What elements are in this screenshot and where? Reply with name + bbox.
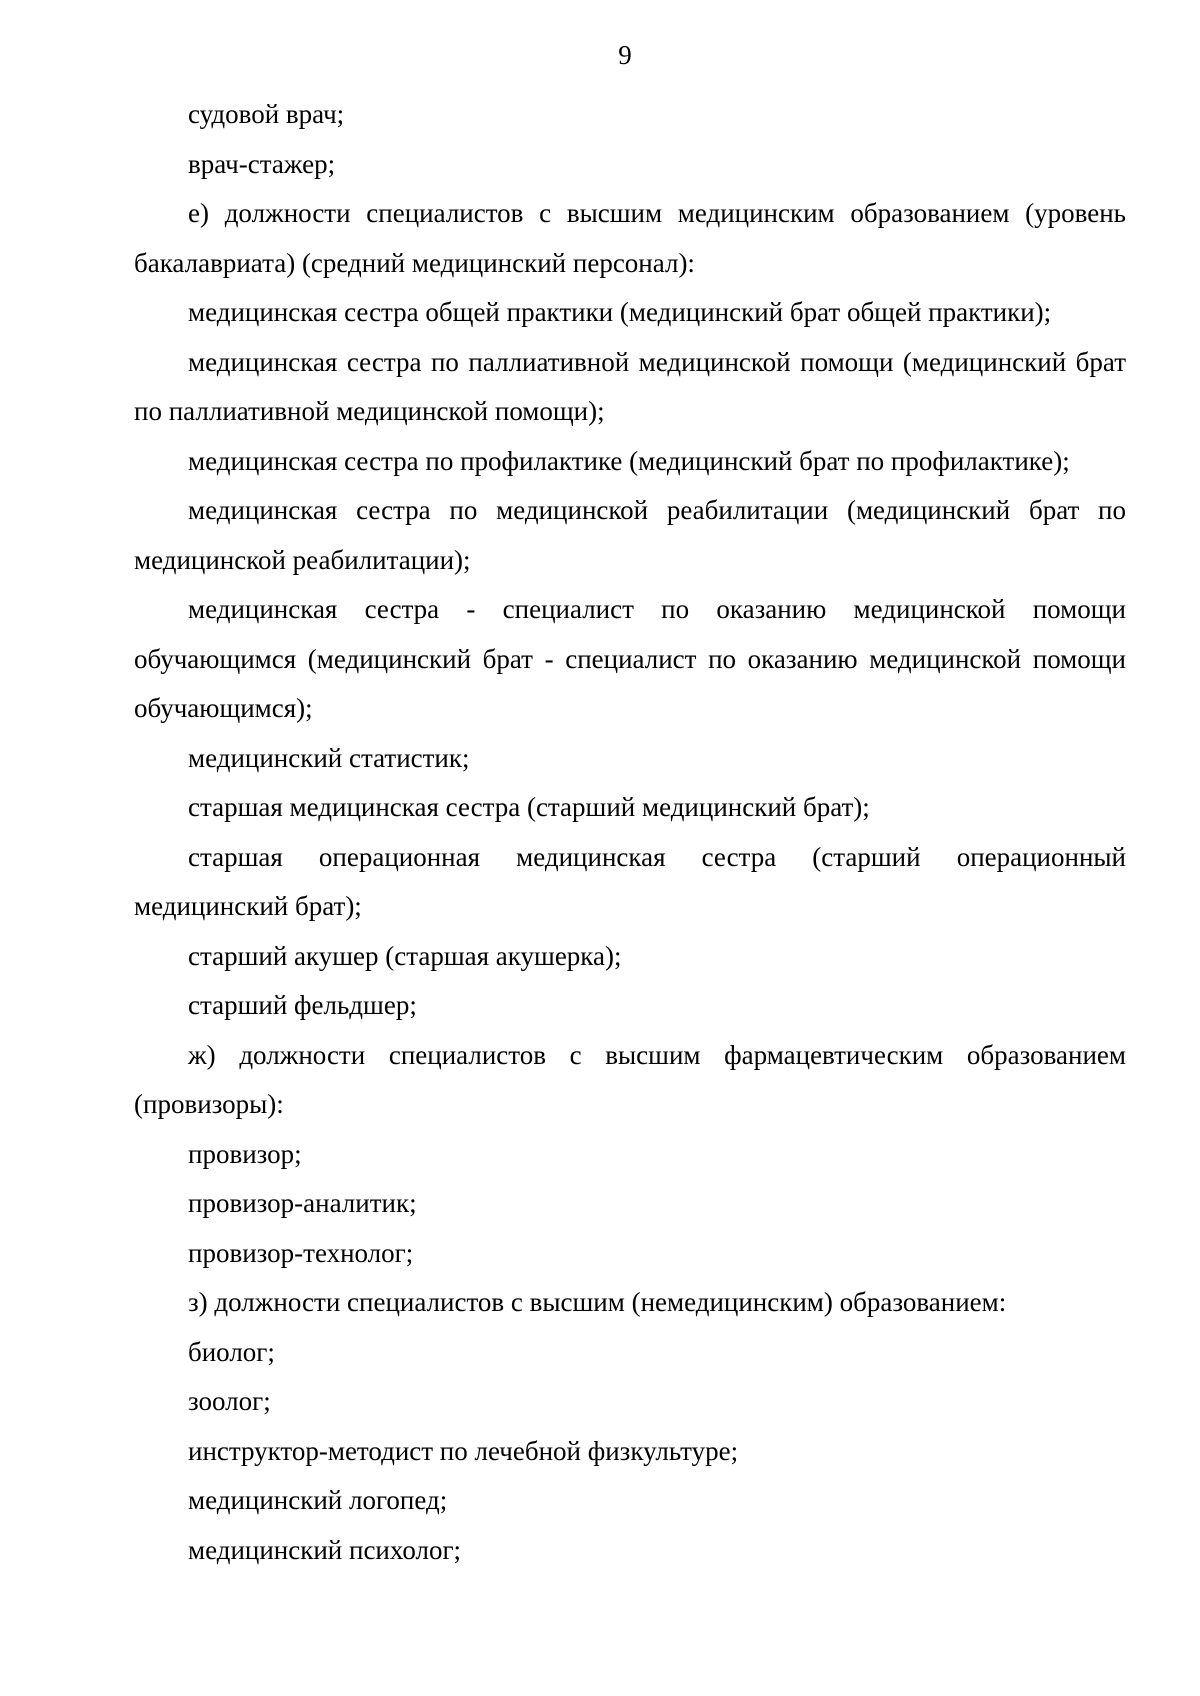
list-item-general-practice-nurse: медицинская сестра общей практики (медицинский брат общей практики); — [188, 297, 1052, 327]
list-item-pharmacist-analyst: провизор-аналитик; — [188, 1188, 417, 1218]
list-item-intern-doctor: врач-стажер; — [188, 148, 336, 179]
list-item-pharmacist-technologist: провизор-технолог; — [188, 1237, 414, 1268]
list-item-ship-doctor: судовой врач; — [188, 99, 345, 129]
list-item-zoologist: зоолог; — [188, 1386, 271, 1416]
list-item-senior-operating-nurse: старшая операционная медицинская сестра (старший операционный медицинский брат); — [134, 841, 1126, 921]
section-heading-e: е) должности специалистов с высшим медицинским образованием (уровень бакалавриата) (средний медицинский персонал): — [134, 198, 1126, 278]
list-item-senior-paramedic: старший фельдшер; — [188, 990, 417, 1020]
list-item-speech-therapist: медицинский логопед; — [188, 1485, 448, 1515]
list-item-medical-statistician: медицинский статистик; — [188, 742, 470, 773]
page-number: 9 — [618, 40, 632, 70]
list-item-prevention-nurse: медицинская сестра по профилактике (медицинский брат по профилактике); — [188, 445, 1070, 476]
list-item-pharmacist: провизор; — [188, 1138, 302, 1169]
list-item-physiotherapy-instructor: инструктор-методист по лечебной физкультуре; — [188, 1435, 739, 1466]
list-item-palliative-nurse: медицинская сестра по паллиативной медицинской помощи (медицинский брат по паллиативной медицинской помощи); — [134, 346, 1126, 426]
list-item-biologist: биолог; — [188, 1336, 275, 1367]
list-item-rehabilitation-nurse: медицинская сестра по медицинской реабилитации (медицинский брат по медицинской реабилитации); — [134, 495, 1126, 575]
list-item-senior-nurse: старшая медицинская сестра (старший медицинский брат); — [188, 792, 870, 822]
section-heading-zh: ж) должности специалистов с высшим фармацевтическим образованием (провизоры): — [134, 1039, 1126, 1119]
list-item-medical-psychologist: медицинский психолог; — [188, 1534, 462, 1565]
document-body — [134, 90, 1126, 1575]
section-heading-z: з) должности специалистов с высшим (немедицинским) образованием: — [188, 1287, 1007, 1317]
list-item-school-nurse: медицинская сестра - специалист по оказанию медицинской помощи обучающимся (медицинский брат - специалист по оказанию медицинской помощи обучающимся); — [134, 594, 1126, 723]
list-item-senior-obstetrician: старший акушер (старшая акушерка); — [188, 940, 622, 971]
